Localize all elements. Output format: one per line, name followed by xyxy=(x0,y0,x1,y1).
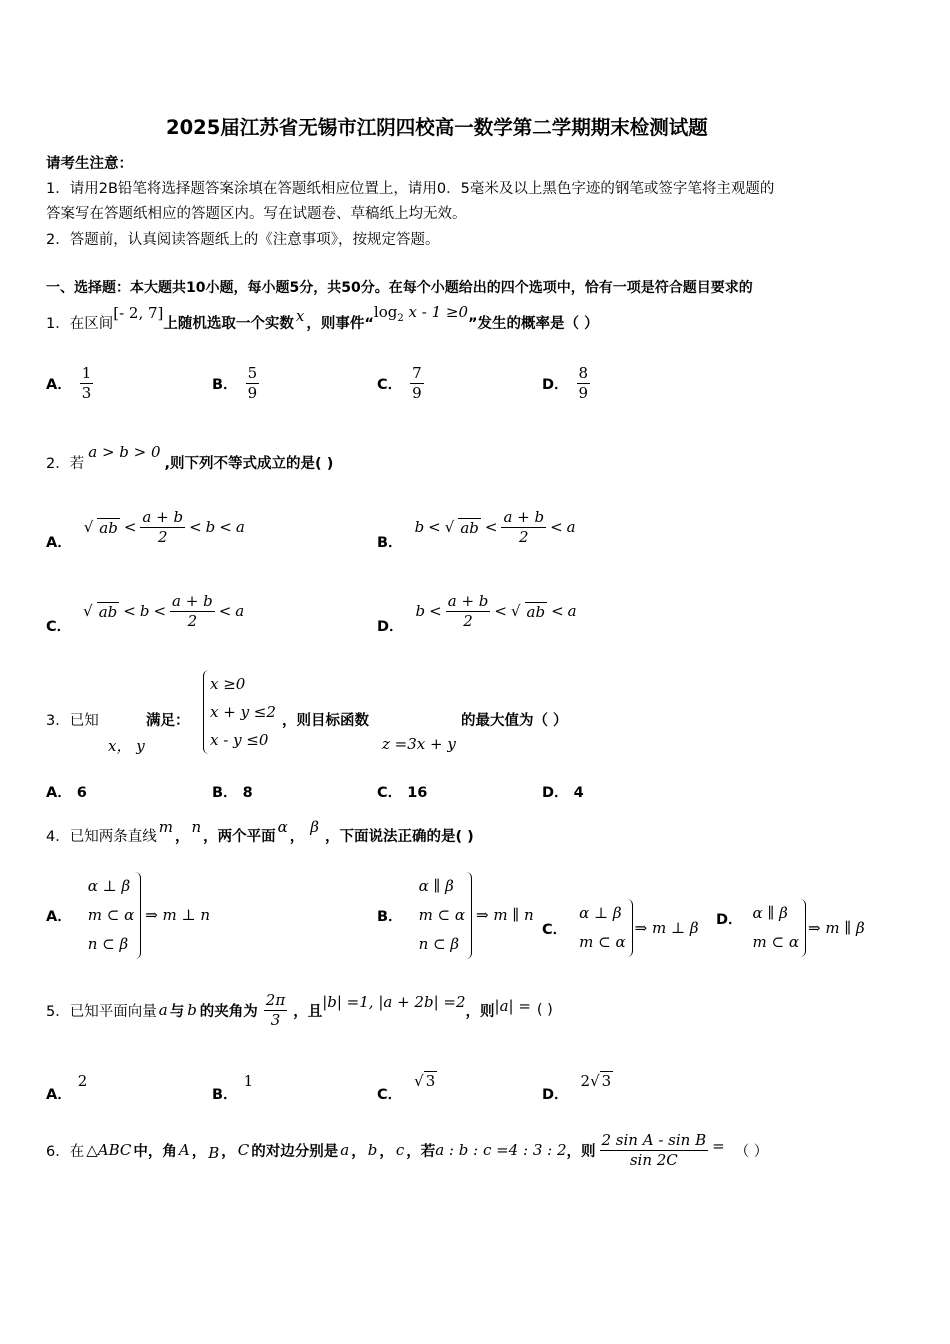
q5-option-b-label: B． xyxy=(212,1086,238,1103)
q4-option-c-label: C． xyxy=(542,921,568,938)
q2-option-c[interactable] xyxy=(46,586,244,636)
q1-log: log xyxy=(373,302,398,321)
q2-b-b: b xyxy=(414,518,425,536)
q6-side-c: c xyxy=(395,1141,405,1159)
q1-a-num: 1 xyxy=(81,364,92,382)
q5-angle-num: 2π xyxy=(265,991,286,1009)
q4-number: 4．已知两条直线 xyxy=(46,828,157,845)
q6-comma-4: ， xyxy=(379,1143,394,1160)
q6-comma-2: ， xyxy=(221,1143,236,1160)
q2-option-b-label: B． xyxy=(377,534,403,551)
q1-option-d-label: D． xyxy=(542,376,569,393)
q5-condition: |b| =1, |a + 2b| =2 xyxy=(322,993,466,1011)
q2-a-lt3: < xyxy=(219,518,232,536)
q3-number: 3．已知 xyxy=(46,713,99,729)
q5-option-c-value xyxy=(414,1072,437,1090)
q3-text-1: 满足： xyxy=(146,713,190,729)
q1-d-num: 8 xyxy=(578,364,589,382)
q5-option-d-label: D． xyxy=(542,1086,569,1103)
q1-event xyxy=(374,303,468,324)
q5-option-d[interactable] xyxy=(542,1068,613,1102)
q2-b-a: a xyxy=(566,518,576,536)
q6-expr-den: sin 2C xyxy=(629,1150,678,1169)
q6-text-1: 中，角 xyxy=(133,1143,177,1160)
q1-b-den: 9 xyxy=(247,383,258,402)
q2-c-num: a + b xyxy=(172,592,213,610)
notice-heading: 请考生注意： xyxy=(46,156,133,172)
q5-vector-a: a xyxy=(158,1001,168,1019)
q4-d-p1: α ∥ β xyxy=(752,904,788,922)
q2-option-d-label: D． xyxy=(377,618,404,635)
q1-option-b-label: B． xyxy=(212,376,238,393)
q3-option-c[interactable]: C． 16 xyxy=(377,785,428,801)
notice-line-1: 1．请用2B铅笔将选择题答案涂填在答题纸相应位置上，请用0．5毫米及以上黑色字迹的钢笔或签字笔将主观题的 xyxy=(46,181,775,197)
q1-log-base: 2 xyxy=(397,312,404,324)
q2-d-den: 2 xyxy=(463,611,473,630)
q2-a-lt1: < xyxy=(123,518,137,536)
q2-a-a: a xyxy=(235,518,245,536)
q5-option-a[interactable] xyxy=(46,1068,87,1102)
q6-angle-b: B xyxy=(208,1144,220,1162)
q6-text-4: ，则 xyxy=(566,1143,596,1160)
q2-option-a-expr xyxy=(84,509,245,545)
q6-comma-1: ， xyxy=(191,1143,207,1160)
q6-text-5: （ ） xyxy=(734,1143,769,1160)
q5-option-b[interactable] xyxy=(212,1068,253,1102)
q2-d-lt2: < xyxy=(494,602,507,620)
q4-a-premises xyxy=(82,872,141,959)
q2-d-a: a xyxy=(567,602,577,620)
q6-side-b: b xyxy=(367,1141,378,1159)
q1-option-a-label: A． xyxy=(46,376,72,393)
q3-text-3: 的最大值为（ ） xyxy=(461,713,568,729)
q5-ask: |a| = xyxy=(494,997,531,1015)
q1-option-d-fraction xyxy=(577,365,591,401)
q4-line-n: n xyxy=(191,818,202,836)
q4-text-1: ，两个平面 xyxy=(203,828,276,845)
q5-text-2: 的夹角为 xyxy=(199,1003,258,1020)
question-4 xyxy=(46,815,474,855)
q1-option-c-fraction xyxy=(410,365,424,401)
q5-c-radicand: 3 xyxy=(425,1072,436,1090)
q6-number: 6．在 xyxy=(46,1143,85,1160)
q1-text-2: ，则事件“ xyxy=(306,315,374,332)
q2-d-b: b xyxy=(415,602,426,620)
q1-a-den: 3 xyxy=(81,383,92,402)
q5-angle-den: 3 xyxy=(270,1010,281,1029)
q2-c-lt3: < xyxy=(218,602,232,620)
q1-interval: [- 2, 7] xyxy=(113,304,164,322)
q1-text-3: ”发生的概率是（ ） xyxy=(468,315,599,332)
q5-text-3: ，且 xyxy=(293,1003,323,1020)
q1-c-den: 9 xyxy=(412,383,422,402)
q4-b-p1: α ∥ β xyxy=(418,876,454,895)
q1-c-num: 7 xyxy=(412,364,422,382)
q5-option-d-value xyxy=(581,1072,614,1090)
q2-option-b[interactable] xyxy=(377,502,576,552)
q2-a-den: 2 xyxy=(157,527,168,546)
q2-option-b-expr xyxy=(415,509,576,545)
q4-c-p2: m ⊂ α xyxy=(579,933,626,951)
q2-c-lt2: < xyxy=(153,602,167,620)
q4-b-premises xyxy=(413,872,472,959)
q4-plane-alpha: α xyxy=(277,818,288,836)
q2-d-lt3: < xyxy=(551,602,564,620)
q2-b-lt3: < xyxy=(550,518,563,536)
q3-text-2: ，则目标函数 xyxy=(282,713,369,729)
sqrt-icon: √ xyxy=(414,1072,424,1090)
q3-constraint-3: x - y ≤0 xyxy=(210,731,269,749)
q2-b-num: a + b xyxy=(503,508,545,526)
q6-text-2: 的对边分别是 xyxy=(251,1143,339,1160)
q6-angle-c: C xyxy=(237,1141,250,1159)
q3-option-b[interactable]: B． 8 xyxy=(212,785,253,801)
q3-vars: x， y xyxy=(108,737,145,755)
q2-b-ab: ab xyxy=(460,518,479,537)
q4-b-p3: n ⊂ β xyxy=(418,934,459,953)
q1-log-arg: x - 1 ≥0 xyxy=(408,302,468,321)
q3-objective: z =3x + y xyxy=(382,735,456,753)
q5-d-coef: 2 xyxy=(580,1072,591,1090)
question-6 xyxy=(46,1122,768,1178)
q2-d-lt1: < xyxy=(429,602,442,620)
q4-a-conclusion: ⇒ m ⊥ n xyxy=(145,906,211,924)
question-1 xyxy=(46,304,599,340)
q6-equals: = xyxy=(712,1137,725,1155)
q2-d-num: a + b xyxy=(447,592,489,610)
q2-option-a-label: A． xyxy=(46,534,72,551)
q6-text-3: ，若 xyxy=(406,1143,436,1160)
q6-angle-a: A xyxy=(178,1141,190,1159)
q1-number: 1．在区间 xyxy=(46,315,114,332)
q3-constraint-2: x + y ≤2 xyxy=(210,703,276,721)
q1-option-d[interactable] xyxy=(542,358,590,408)
q4-plane-beta: β xyxy=(310,818,319,836)
q4-d-premises xyxy=(747,899,806,957)
sqrt-icon: √ xyxy=(510,602,521,620)
q4-d-conclusion: ⇒ m ∥ β xyxy=(808,919,865,937)
q1-option-b[interactable] xyxy=(212,358,259,408)
q6-comma-3: ， xyxy=(351,1143,366,1160)
q5-option-c-label: C． xyxy=(377,1086,403,1103)
q2-d-ab: ab xyxy=(526,602,546,621)
q2-b-lt2: < xyxy=(484,518,498,536)
q4-option-b-label: B． xyxy=(377,908,403,925)
q4-text-2: ，下面说法正确的是( ) xyxy=(324,828,474,845)
q5-vector-b: b xyxy=(187,1001,197,1019)
q4-option-a[interactable] xyxy=(46,870,210,960)
q1-b-num: 5 xyxy=(247,364,258,382)
sqrt-icon: √ xyxy=(83,602,93,620)
q5-number: 5．已知平面向量 xyxy=(46,1003,157,1020)
q2-a-b: b xyxy=(205,518,216,536)
q6-side-a: a xyxy=(340,1141,350,1159)
q4-c-p1: α ⊥ β xyxy=(579,904,622,922)
q1-text-1: 上随机选取一个实数 xyxy=(163,315,294,332)
q4-option-c[interactable] xyxy=(542,896,699,960)
q4-comma-1: ， xyxy=(174,828,190,845)
q4-line-m: m xyxy=(158,818,173,836)
q1-option-b-fraction xyxy=(246,365,260,401)
q4-option-d[interactable] xyxy=(716,896,865,960)
question-5 xyxy=(46,982,553,1038)
q2-option-d[interactable] xyxy=(377,586,577,636)
q2-b-den: 2 xyxy=(518,527,529,546)
q2-c-den: 2 xyxy=(187,611,198,630)
q4-option-b[interactable] xyxy=(377,870,534,960)
q5-d-radicand: 3 xyxy=(601,1072,612,1090)
q2-c-lt1: < xyxy=(123,602,136,620)
q1-option-c-label: C． xyxy=(377,376,403,393)
q2-option-c-label: C． xyxy=(46,618,72,635)
q4-b-p2: m ⊂ α xyxy=(418,905,466,924)
q4-d-p2: m ⊂ α xyxy=(752,933,800,951)
q1-option-c[interactable] xyxy=(377,358,424,408)
q5-option-a-value: 2 xyxy=(77,1072,88,1090)
q4-c-premises xyxy=(573,899,632,957)
q5-angle xyxy=(264,992,287,1028)
q2-option-d-expr xyxy=(416,593,577,629)
q6-expr-num: 2 sin A - sin B xyxy=(601,1131,707,1149)
q1-d-den: 9 xyxy=(578,383,589,402)
q2-a-ab: ab xyxy=(99,518,118,537)
q4-c-conclusion: ⇒ m ⊥ β xyxy=(634,919,699,937)
q4-a-p2: m ⊂ α xyxy=(87,905,135,924)
q2-number: 2．若 xyxy=(46,455,85,472)
q4-comma-2: ， xyxy=(289,828,305,845)
q4-option-a-label: A． xyxy=(46,908,72,925)
notice-line-2: 2．答题前，认真阅读答题纸上的《注意事项》，按规定答题。 xyxy=(46,232,440,248)
q1-option-a-fraction xyxy=(80,365,94,401)
page-title: 2025届江苏省无锡市江阴四校高一数学第二学期期末检测试题 xyxy=(166,116,708,139)
q6-triangle: △ABC xyxy=(86,1141,132,1159)
q3-option-d[interactable]: D． 4 xyxy=(542,785,584,801)
q5-option-a-label: A． xyxy=(46,1086,72,1103)
q6-expression xyxy=(600,1132,709,1168)
q2-a-num: a + b xyxy=(142,508,184,526)
q5-option-c[interactable] xyxy=(377,1068,437,1102)
q2-c-b: b xyxy=(139,602,150,620)
q2-c-ab: ab xyxy=(98,602,118,621)
q1-variable: x xyxy=(295,307,305,325)
q5-text-4: ，则 xyxy=(465,1003,495,1020)
question-2 xyxy=(46,444,333,480)
q2-b-lt1: < xyxy=(428,518,441,536)
q2-c-a: a xyxy=(235,602,245,620)
q2-a-lt2: < xyxy=(189,518,202,536)
sqrt-icon: √ xyxy=(444,518,455,536)
q5-text-5: ( ) xyxy=(536,1002,553,1018)
q4-option-d-label: D． xyxy=(716,911,743,928)
q3-constraint-1: x ≥0 xyxy=(210,675,246,693)
q3-constraint-system xyxy=(203,670,282,754)
notice-line-1b: 答案写在答题纸相应的答题区内。写在试题卷、草稿纸上均无效。 xyxy=(46,206,467,222)
q2-option-c-expr xyxy=(83,593,244,629)
q2-text: ,则下列不等式成立的是( ) xyxy=(164,455,334,472)
q2-option-a[interactable] xyxy=(46,502,245,552)
q6-ratio: a : b : c =4 : 3 : 2 xyxy=(435,1141,567,1159)
q4-a-p1: α ⊥ β xyxy=(87,876,131,895)
q3-option-a[interactable]: A． 6 xyxy=(46,785,87,801)
sqrt-icon: √ xyxy=(83,518,94,536)
q1-option-a[interactable] xyxy=(46,358,93,408)
q5-option-b-value: 1 xyxy=(243,1072,254,1090)
q2-condition: a > b > 0 xyxy=(88,443,161,461)
sqrt-icon: √ xyxy=(590,1072,600,1090)
q5-text-1: 与 xyxy=(169,1003,185,1020)
section-heading: 一、选择题：本大题共10小题，每小题5分，共50分。在每个小题给出的四个选项中，恰有一项是符合题目要求的 xyxy=(46,280,753,296)
q4-a-p3: n ⊂ β xyxy=(87,934,129,953)
q4-b-conclusion: ⇒ m ∥ n xyxy=(476,906,534,924)
